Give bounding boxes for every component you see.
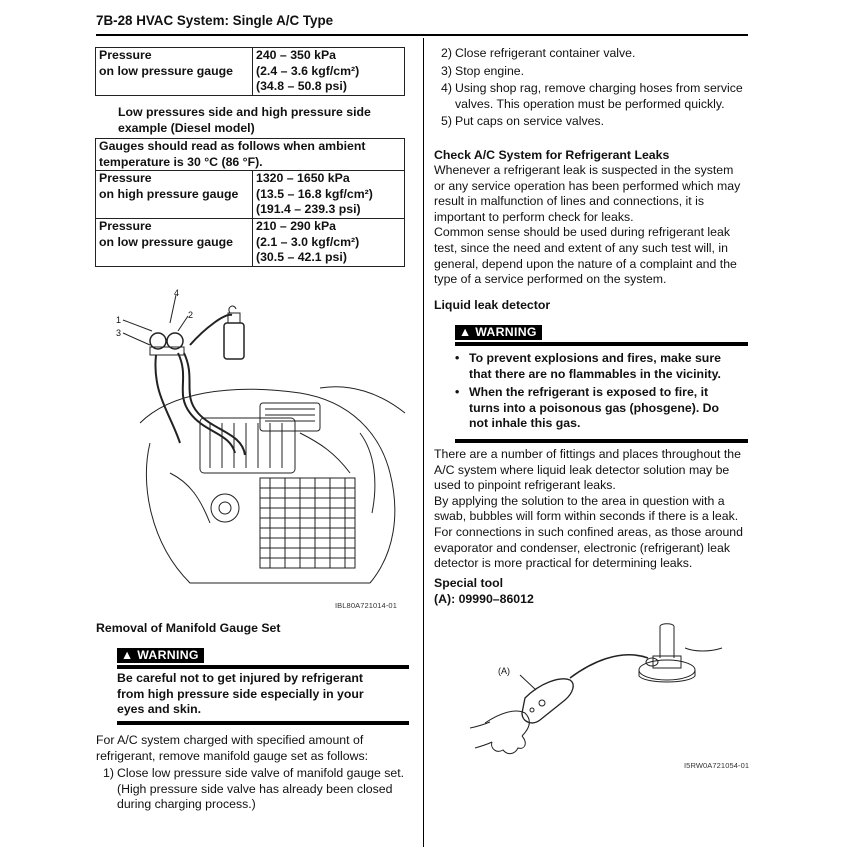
liquid-leak-warning-bullets xyxy=(455,351,748,432)
warning-bullet-2: • When the refrigerant is exposed to fire, it turns into a poisonous gas (phosgene). Do not inhale this gas. xyxy=(455,385,720,431)
figure1-id: IBL80A721014-01 xyxy=(335,601,397,610)
diesel-low-pressure-label: Pressure on low pressure gauge xyxy=(96,218,253,266)
removal-step-3: 3) Stop engine. xyxy=(441,63,525,78)
header-rule xyxy=(96,34,748,36)
removal-intro: For A/C system charged with specified amount of refrigerant, remove manifold gauge set as follows: xyxy=(96,733,369,763)
diesel-heading: Low pressures side and high pressure side example (Diesel model) xyxy=(118,105,371,135)
low-pressure-value: 240 – 350 kPa (2.4 – 3.6 kgf/cm²) (34.8 – 50.8 psi) xyxy=(253,48,405,96)
callout-2: 2 xyxy=(188,310,194,320)
liquid-leak-warning-top-rule xyxy=(455,342,748,346)
liquid-leak-warning-bottom-rule xyxy=(455,439,748,443)
low-pressure-table xyxy=(95,47,405,96)
removal-step-4: 4) Using shop rag, remove charging hoses from service valves. This operation must be performed quickly. xyxy=(441,81,743,111)
removal-step-1: 1) Close low pressure side valve of manifold gauge set. (High pressure side valve has already been closed during charging process.) xyxy=(103,766,405,812)
callout-1: 1 xyxy=(116,315,122,325)
liquid-leak-heading: Liquid leak detector xyxy=(434,298,551,312)
removal-steps-continued xyxy=(441,46,751,130)
removal-warning-badge: ▲ WARNING xyxy=(117,648,204,664)
high-pressure-value: 1320 – 1650 kPa (13.5 – 16.8 kgf/cm²) (191.4 – 239.3 psi) xyxy=(253,171,405,219)
liquid-leak-paragraph: There are a number of fittings and places throughout the A/C system where liquid leak detector solution may be used to pinpoint refrigerant leaks. By applying the solution to the area in question with a swab, bubbles will form within seconds if there is a leak. For connections in such confined areas, as those around evaporator and condenser, electronic (refrigerant) leak detector is more practical for determining leaks. xyxy=(434,447,743,571)
removal-warning-text: Be careful not to get injured by refrigerant from high pressure side especially in your eyes and skin. xyxy=(117,671,364,717)
leak-check-heading: Check A/C System for Refrigerant Leaks xyxy=(434,148,670,162)
diesel-pressure-table xyxy=(95,138,405,267)
diesel-low-pressure-value: 210 – 290 kPa (2.1 – 3.0 kgf/cm²) (30.5 – 42.1 psi) xyxy=(253,218,405,266)
page-header: 7B-28 HVAC System: Single A/C Type xyxy=(96,13,334,28)
removal-heading: Removal of Manifold Gauge Set xyxy=(96,621,281,635)
figure2-id: I5RW0A721054-01 xyxy=(684,761,750,770)
callout-a: (A) xyxy=(498,666,510,676)
diesel-table-note: Gauges should read as follows when ambient temperature is 30 °C (86 °F). xyxy=(96,139,405,171)
callout-4: 4 xyxy=(174,288,180,298)
warning-triangle-icon: ▲ xyxy=(121,648,134,662)
liquid-leak-warning-badge: ▲ WARNING xyxy=(455,325,542,341)
removal-step-5: 5) Put caps on service valves. xyxy=(441,114,604,129)
column-divider xyxy=(423,38,424,847)
removal-warning-top-rule xyxy=(117,665,409,669)
low-pressure-label: Pressure on low pressure gauge xyxy=(96,48,253,96)
removal-step-2: 2) Close refrigerant container valve. xyxy=(441,46,636,60)
warning-bullet-1: • To prevent explosions and fires, make sure that there are no flammables in the vicinity. xyxy=(455,351,721,381)
callout-3: 3 xyxy=(116,328,122,338)
special-tool-heading: Special tool xyxy=(434,576,504,590)
high-pressure-label: Pressure on high pressure gauge xyxy=(96,171,253,219)
leak-detector-figure xyxy=(470,618,750,768)
leak-check-paragraph: Whenever a refrigerant leak is suspected in the system or any service operation has been performed which may result in malfunction of lines and connections, it is important to perform check for leaks. Common sense should be used during refrigerant leak test, since the need and extent of any such test will, in general, depend upon the nature of a complaint and the type of a service performed on the system. xyxy=(434,163,741,287)
special-tool-part: (A): 09990–86012 xyxy=(434,592,534,606)
manifold-gauge-figure xyxy=(110,283,415,608)
warning-triangle-icon: ▲ xyxy=(459,325,472,339)
removal-warning-bottom-rule xyxy=(117,721,409,725)
